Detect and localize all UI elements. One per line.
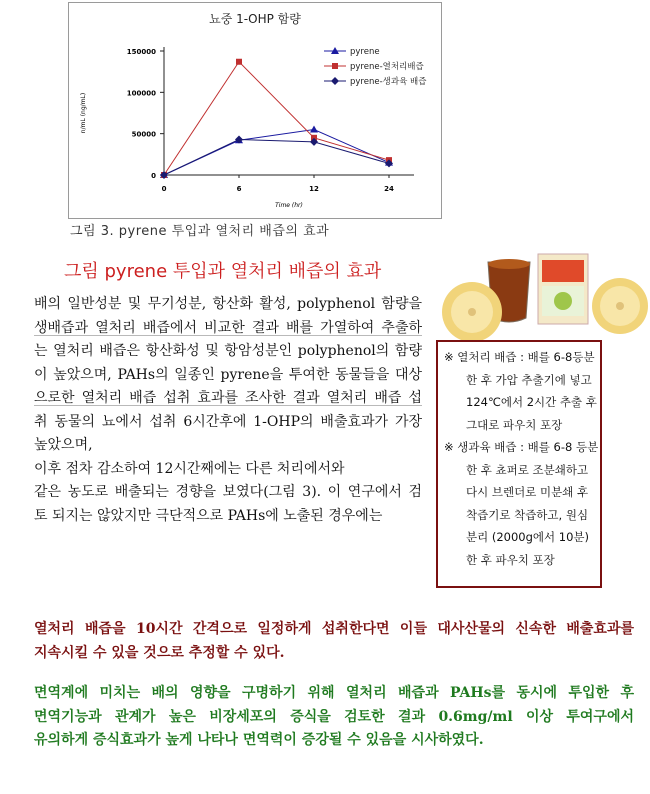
- note-line: 착즙기로 착즙하고, 원심: [466, 507, 589, 522]
- conclusion-red: [34, 618, 634, 665]
- body-line: 이후 점차 감소하여 12시간째에는 다른 처리에서와: [34, 460, 345, 477]
- conclusion-green: [34, 682, 634, 753]
- conclusion-line: 면역계에 미치는 배의 영향을 구명하기 위해 열처리 배즙과 PAHs를 동시에 투입한 후: [34, 685, 634, 701]
- pear-juice-photo: [430, 248, 650, 340]
- note-line: 분리 (2000g에서 10분): [466, 530, 590, 544]
- body-line: 배의 일반성분 및 무기성분, 항산화 활성, polyphenol 함량을: [34, 296, 422, 312]
- conclusion-line: 지속시킬 수 있을 것으로 추정할 수 있다.: [34, 644, 285, 661]
- data-point: [331, 77, 339, 85]
- note-line: 한 후 파우치 포장: [466, 552, 555, 567]
- conclusion-line: 유의하게 증식효과가 높게 나타나 면역력이 증강될 수 있음을 시사하였다.: [34, 732, 484, 748]
- body-line: 생배즙과 열처리 배즙에서 비교한 결과 배를 가열하여 추출하: [34, 319, 422, 336]
- data-point: [236, 59, 242, 65]
- note-line: 다시 브렌더로 미분쇄 후: [466, 485, 589, 499]
- y-tick-label: 50000: [131, 130, 156, 139]
- body-line: 는 열처리 배즙은 항산화성 및 항암성분인 polyphenol의 함량: [34, 343, 422, 359]
- y-tick-label: 0: [151, 172, 156, 180]
- series-line: [164, 130, 389, 175]
- data-point: [332, 63, 338, 69]
- body-line: 으로한 열처리 배즙 섭취 효과를 조사한 결과 열처리 배즙 섭: [34, 390, 422, 406]
- chart-frame: [68, 2, 442, 219]
- y-tick-label: 100000: [126, 89, 156, 98]
- body-line: 이 높았으며, PAHs의 일종인 pyrene을 투여한 동물들을 대상: [34, 366, 422, 383]
- x-tick-label: 0: [161, 185, 167, 193]
- legend-label: pyrene: [350, 47, 380, 57]
- x-axis-label: Time (hr): [275, 202, 303, 209]
- legend-label: pyrene-생과육 배즙: [350, 77, 427, 87]
- pyrene-1ohp-chart: [69, 3, 441, 218]
- note-line: ※ 생과육 배즙 : 배를 6-8 등분: [444, 440, 599, 454]
- legend-label: pyrene-열처리배즙: [350, 62, 424, 72]
- y-tick-label: 150000: [126, 48, 156, 56]
- note-line: 그대로 파우치 포장: [466, 417, 563, 432]
- x-tick-label: 6: [236, 185, 242, 193]
- data-point: [310, 126, 318, 133]
- x-tick-label: 24: [384, 185, 394, 193]
- note-line: 124℃에서 2시간 추출 후: [466, 395, 597, 409]
- body-line: 높았으며,: [34, 437, 93, 453]
- note-line: ※ 열처리 배즙 : 배를 6-8등분: [444, 350, 595, 364]
- figure-caption: 그림 3. pyrene 투입과 열처리 배즙의 효과: [70, 224, 330, 239]
- note-line: 한 후 쵸퍼로 조분쇄하고: [466, 462, 589, 477]
- body-line: 같은 농도로 배출되는 경향을 보였다(그림 3). 이 연구에서 검: [34, 484, 422, 500]
- series-line: [164, 139, 389, 175]
- body-paragraph: [34, 293, 422, 528]
- y-axis-label: n/mL (ng/mL): [80, 92, 87, 134]
- x-tick-label: 12: [309, 185, 319, 193]
- preparation-note-box: [436, 340, 602, 588]
- section-heading: 그림 pyrene 투입과 열처리 배즙의 효과: [64, 261, 382, 282]
- body-line: 토 되지는 않았지만 극단적으로 PAHs에 노출된 경우에는: [34, 507, 383, 524]
- conclusion-line: 면역기능과 관계가 높은 비장세포의 증식을 검토한 결과 0.6mg/ml 이상 투여구에서: [34, 708, 634, 725]
- conclusion-line: 열처리 배즙을 10시간 간격으로 일정하게 섭취한다면 이들 대사산물의 신속한 배출효과를: [34, 621, 634, 637]
- chart-title: 뇨중 1-OHP 함량: [209, 12, 301, 26]
- body-line: 취 동물의 뇨에서 섭취 6시간후에 1-OHP의 배출효과가 가장: [34, 413, 422, 430]
- note-line: 한 후 가압 추출기에 넣고: [466, 372, 592, 387]
